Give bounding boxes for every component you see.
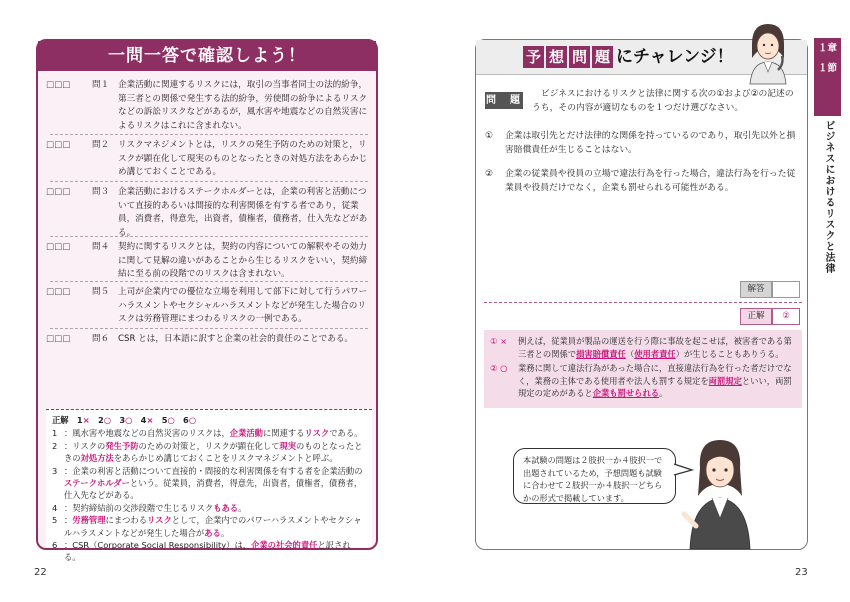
explanation-item bbox=[52, 427, 366, 439]
explanation-fragment: と訳される。 bbox=[64, 540, 351, 563]
answer-section bbox=[46, 409, 372, 563]
question-checkbox-label[interactable]: □□□ bbox=[46, 242, 71, 252]
explanation-fragment: 。 bbox=[220, 527, 230, 538]
explanation-number: 2 bbox=[52, 440, 58, 451]
keyword-highlight: 企業活動 bbox=[229, 428, 263, 439]
explanation-fragment: ：企業の利害と活動について直接的・間接的な利害関係を有する者を企業活動の bbox=[64, 465, 363, 476]
question-number: 問２ bbox=[92, 140, 110, 150]
explanation-fragment: のための対策と，リスクが顕在化して bbox=[138, 440, 280, 451]
question-number: 問３ bbox=[92, 187, 110, 197]
explanation-item bbox=[52, 502, 366, 514]
question-separator bbox=[50, 281, 368, 282]
answer-mark: × bbox=[146, 415, 154, 425]
answer-mark: ○ bbox=[103, 415, 111, 425]
explanation-fragment: ：リスクの bbox=[64, 440, 106, 451]
explanation-text bbox=[518, 335, 796, 360]
explanation-fragment: である。 bbox=[329, 428, 363, 439]
explanation-item bbox=[490, 335, 796, 360]
explanation-fragment: として，企業内でのパワーハラスメントやセクシャルハラスメントなどが発生した場合が bbox=[64, 515, 362, 538]
correct-answer-label: 正解 bbox=[740, 308, 772, 325]
question-separator bbox=[50, 134, 368, 135]
choice-text: 企業の従業員や役員の立場で違法行為を行った場合，違法行為を行った従業員や役員だけでなく，企業も罰せられる可能性がある。 bbox=[505, 169, 796, 193]
chapter-label: １章 bbox=[817, 43, 837, 54]
keyword-highlight: 損害賠償責任 bbox=[576, 348, 626, 359]
question-text: ビジネスにおけるリスクと法律に関する次の①および②の記述のうち，その内容が適切なものを１つだけ選びなさい。 bbox=[532, 89, 794, 113]
keyword-highlight: 労務管理 bbox=[72, 515, 106, 526]
question-item bbox=[46, 241, 372, 282]
explanation-box bbox=[484, 330, 802, 408]
explanation-text bbox=[64, 440, 366, 465]
explanation-text bbox=[64, 465, 366, 502]
explanation-fragment: という。従業員，消費者，得意先，出資者，債権者，債務者，仕入先などがある。 bbox=[64, 478, 363, 501]
answer-input-box[interactable] bbox=[772, 281, 800, 298]
keyword-highlight: リスク bbox=[147, 515, 172, 526]
explanation-fragment: に関連する bbox=[262, 428, 305, 439]
explanation-fragment: （ bbox=[625, 348, 635, 359]
answer-number: 4 bbox=[140, 415, 147, 425]
explanation-item bbox=[52, 539, 366, 564]
chapter-tab[interactable] bbox=[814, 38, 841, 116]
keyword-highlight: 対処方法 bbox=[80, 453, 114, 464]
speech-bubble: 本試験の問題は２肢択一か４肢択一で出題されているため，予想問題も試験に合わせて２肢択一か４肢択一どちらかの形式で掲載しています。 bbox=[513, 448, 676, 504]
question-checkbox-label[interactable]: □□□ bbox=[46, 287, 71, 297]
explanation-number: 6 bbox=[52, 540, 58, 551]
title-kanji-3: 問 bbox=[569, 46, 590, 68]
divider bbox=[484, 302, 802, 303]
keyword-highlight: 使用者責任 bbox=[634, 348, 676, 359]
question-number: 問４ bbox=[92, 242, 110, 252]
title-kanji-2: 想 bbox=[546, 46, 567, 68]
explanation-fragment: をあらかじめ講じておくことをリスクマネジメントと呼ぶ。 bbox=[113, 453, 338, 464]
choice-2 bbox=[485, 168, 801, 195]
explanation-item bbox=[52, 514, 366, 539]
answer-mark: ○ bbox=[167, 415, 175, 425]
choice-number: ① bbox=[485, 131, 493, 141]
answer-label: 正解 bbox=[52, 415, 69, 425]
question-separator bbox=[50, 328, 368, 329]
question-separator bbox=[50, 181, 368, 182]
answer-mark: ○ bbox=[188, 415, 197, 425]
question-checkbox-label[interactable]: □□□ bbox=[46, 140, 71, 150]
explanation-text bbox=[64, 502, 366, 514]
explanation-fragment: ：契約締結前の交渉段階で生じるリスク bbox=[64, 502, 214, 513]
explanation-number: ① × bbox=[490, 336, 508, 346]
title-rest: にチャレンジ！ bbox=[616, 47, 734, 67]
section-label: １節 bbox=[817, 63, 837, 74]
question-text: 上司が企業内での優位な立場を利用して部下に対して行うパワーハラスメントやセクシャルハラスメントなどが発生した場合のリスクは労務管理にまつわるリスクの一例である。 bbox=[118, 287, 368, 324]
explanation-fragment: ：風水害や地震などの自然災害のリスクは， bbox=[64, 428, 230, 439]
question-item bbox=[46, 139, 372, 180]
question-text: リスクマネジメントとは，リスクの発生予防のための対策と，リスクが顕在化して現実のものとなったときの対処方法をあらかじめ講じておくことである。 bbox=[118, 140, 368, 177]
answer-line bbox=[52, 414, 366, 426]
question-number: 問６ bbox=[92, 334, 110, 344]
question-separator bbox=[50, 236, 368, 237]
answer-number: 1 bbox=[76, 415, 83, 425]
explanation-item bbox=[52, 465, 366, 502]
explanation-item bbox=[490, 362, 796, 400]
keyword-highlight: リスク bbox=[304, 428, 330, 439]
question-text: 企業活動におけるステークホルダーとは，企業の利害と活動について直接的あるいは間接的な利害関係を有する者であり，従業員，消費者，得意先，出資者，債権者，債務者，仕入先などがある。 bbox=[118, 187, 368, 238]
page-number-left: 22 bbox=[34, 567, 47, 578]
question-item bbox=[46, 286, 372, 327]
explanation-fragment: 。 bbox=[238, 502, 247, 513]
explanation-number: 3 bbox=[52, 465, 58, 476]
answer-number: 2 bbox=[97, 415, 104, 425]
correct-answer-value: ② bbox=[772, 308, 800, 325]
explanation-text bbox=[64, 427, 366, 439]
title-kanji-4: 題 bbox=[592, 46, 613, 68]
answer-mark: ○ bbox=[125, 415, 133, 425]
character-pointing-icon bbox=[684, 434, 754, 549]
keyword-highlight: ステークホルダー bbox=[64, 478, 130, 489]
answer-label: 解答 bbox=[740, 281, 772, 298]
explanation-number: 4 bbox=[52, 502, 58, 513]
answer-number: 5 bbox=[161, 415, 168, 425]
quiz-panel bbox=[36, 39, 378, 563]
title-kanji-1: 予 bbox=[523, 46, 544, 68]
character-thinking-icon bbox=[738, 18, 796, 84]
explanation-fragment: ： bbox=[64, 515, 73, 526]
explanation-number: 1 bbox=[52, 428, 58, 439]
answer-mark: × bbox=[82, 415, 90, 425]
question-checkbox-label[interactable]: □□□ bbox=[46, 187, 71, 197]
question-item bbox=[46, 79, 372, 133]
explanation-number: ② ○ bbox=[490, 363, 508, 374]
question-checkbox-label[interactable]: □□□ bbox=[46, 80, 71, 90]
keyword-highlight: 企業も罰せられる bbox=[592, 388, 660, 399]
question-number: 問５ bbox=[92, 287, 110, 297]
explanation-text bbox=[64, 514, 366, 539]
quiz-title: 一問一答で確認しよう！ bbox=[38, 41, 376, 71]
explanation-fragment: 例えば，従業員が製品の運送を行う際に事故を起こせば，被害者である第三者との関係で bbox=[518, 336, 792, 359]
page-number-right: 23 bbox=[795, 567, 808, 578]
explanation-fragment: ）が生じることもありうる。 bbox=[675, 348, 784, 359]
explanation-text bbox=[64, 539, 366, 564]
explanation-fragment: のものとなったときの bbox=[64, 440, 363, 464]
side-title: ビジネスにおけるリスクと法律 bbox=[823, 120, 834, 274]
question-text: 企業活動に関連するリスクには，取引の当事者同士の法的紛争，第三者との関係で発生する法的紛争，労使間の紛争によるリスクなどの訴訟リスクなどがあるが，風水害や地震などの自然災害によるリスクはこれに含まれない。 bbox=[118, 80, 368, 131]
question-text: CSR とは，日本語に訳すと企業の社会的責任のことである。 bbox=[118, 334, 354, 344]
choice-1 bbox=[485, 130, 801, 157]
question-item bbox=[46, 186, 372, 240]
question-number: 問１ bbox=[92, 80, 110, 90]
explanation-number: 5 bbox=[52, 515, 58, 526]
explanation-fragment: といい，両罰規定の定めがあると bbox=[518, 375, 792, 399]
keyword-highlight: 発生予防 bbox=[105, 440, 139, 451]
explanation-fragment: にまつわる bbox=[105, 515, 148, 526]
question-checkbox-label[interactable]: □□□ bbox=[46, 334, 71, 344]
keyword-highlight: 現実 bbox=[279, 440, 297, 451]
answer-explanations bbox=[52, 427, 366, 563]
keyword-highlight: もある bbox=[213, 502, 239, 513]
explanation-fragment: ：CSR（Corporate Social Responsibility）は， bbox=[64, 540, 252, 551]
choice-text: 企業は取引先とだけ法律的な関係を持っているのであり，取引先以外と損害賠償責任が生じることはない。 bbox=[505, 131, 796, 155]
answer-number: 3 bbox=[119, 415, 126, 425]
question-item bbox=[46, 333, 372, 347]
explanation-fragment: 業務に関して違法行為があった場合に，直接違法行為を行った者だけでなく，業務の主体である使用者や法人も罰する規定を bbox=[518, 363, 792, 386]
explanation-item bbox=[52, 440, 366, 465]
choice-number: ② bbox=[485, 169, 493, 179]
answer-number: 6 bbox=[183, 415, 189, 425]
keyword-highlight: 両罰規定 bbox=[708, 375, 742, 386]
question-label: 問 題 bbox=[485, 92, 523, 109]
explanation-fragment: 。 bbox=[659, 388, 668, 399]
explanation-text bbox=[518, 362, 796, 400]
keyword-highlight: 企業の社会的責任 bbox=[251, 540, 318, 551]
keyword-highlight: ある bbox=[204, 527, 221, 538]
question-text: 契約に関するリスクとは，契約の内容についての解釈やその効力に関して見解の違いがあることから生じるリスクをいい，契約締結に至る前の段階でのリスクは含まれない。 bbox=[118, 242, 368, 279]
